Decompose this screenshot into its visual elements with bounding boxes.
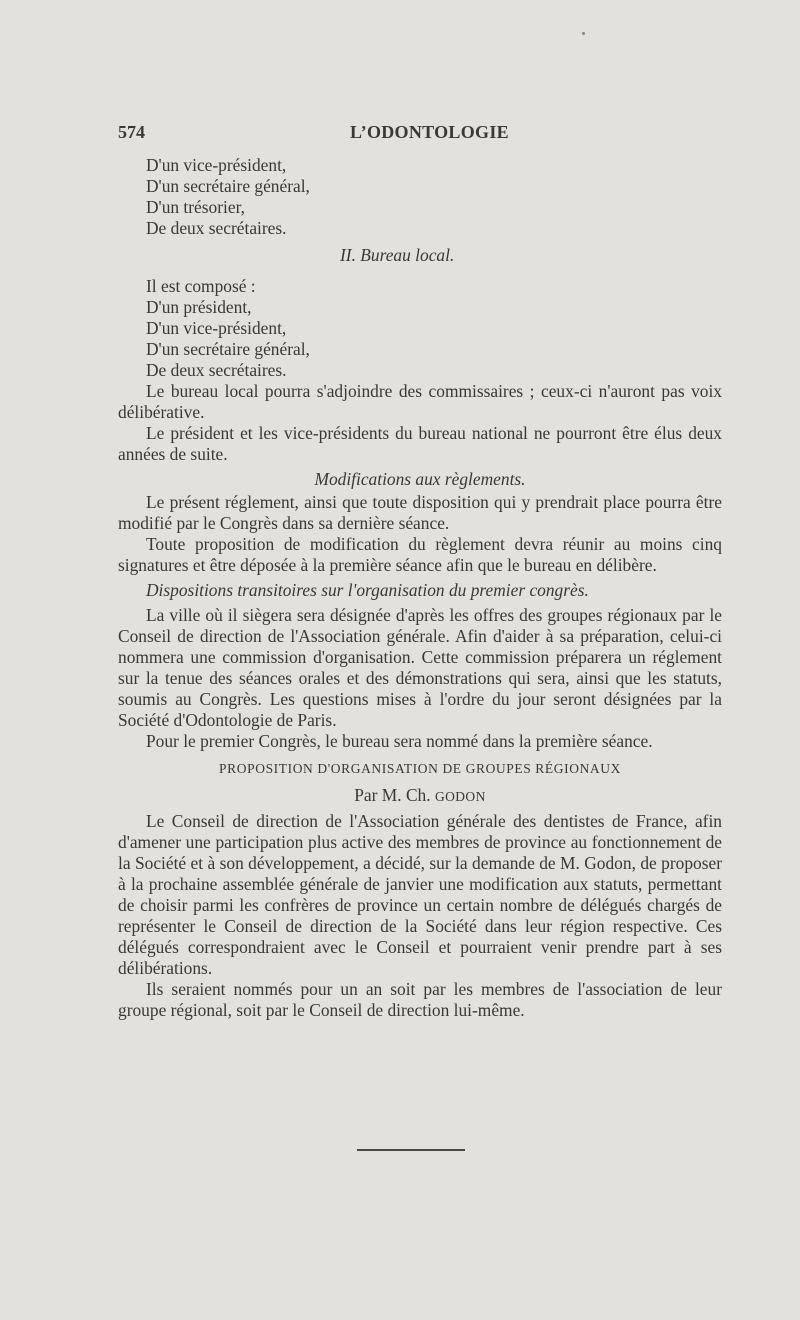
national-bureau-line: D'un trésorier, <box>146 197 246 217</box>
local-bureau-heading: II. Bureau local. <box>340 245 455 265</box>
proposition-author <box>118 785 722 807</box>
transitional-paragraph: La ville où il siègera sera désignée d'après les offres des groupes régionaux par le Conseil de direction de l'Association générale. Afin d'aider à sa préparation, celui-ci nommera une commission d'organisation. Cette commission préparera un réglement sur la tenue des séances orales et des démonstrations qui sera, ainsi que les statuts, soumis au Congrès. Les questions mises à l'ordre du jour seront désignées par la Société d'Odontologie de Paris. <box>118 605 722 730</box>
local-bureau-paragraph: Le bureau local pourra s'adjoindre des commissaires ; ceux-ci n'auront pas voix délibérative. <box>118 381 722 422</box>
paper-speck <box>582 32 585 35</box>
national-bureau-line: D'un vice-président, <box>146 155 287 175</box>
modifications-heading: Modifications aux règlements. <box>314 469 526 489</box>
national-bureau-line: D'un secrétaire général, <box>146 176 310 196</box>
author-name: GODON <box>434 789 486 804</box>
modifications-paragraph: Le présent réglement, ainsi que toute disposition qui y prendrait place pourra être modifié par le Congrès dans sa dernière séance. <box>118 492 722 533</box>
local-bureau-line: De deux secrétaires. <box>146 360 287 380</box>
proposition-title: PROPOSITION D'ORGANISATION DE GROUPES RÉGIONAUX <box>219 761 621 776</box>
page-number: 574 <box>118 122 145 142</box>
page-body <box>118 155 722 1021</box>
local-bureau-line: D'un secrétaire général, <box>146 339 310 359</box>
proposition-paragraph: Ils seraient nommés pour un an soit par les membres de l'association de leur groupe régional, soit par le Conseil de direction lui-même. <box>118 979 722 1020</box>
modifications-paragraph: Toute proposition de modification du règlement devra réunir au moins cinq signatures et être déposée à la première séance afin que le bureau en délibère. <box>118 534 722 575</box>
end-rule <box>357 1149 465 1151</box>
author-prefix: Par M. Ch. <box>354 785 431 805</box>
local-bureau-line: D'un président, <box>146 297 252 317</box>
local-bureau-line: D'un vice-président, <box>146 318 287 338</box>
transitional-paragraph: Pour le premier Congrès, le bureau sera nommé dans la première séance. <box>146 731 653 751</box>
running-title: L’ODONTOLOGIE <box>350 122 509 142</box>
proposition-paragraph: Le Conseil de direction de l'Association générale des dentistes de France, afin d'amener une participation plus active des membres de province au fonctionnement de la Société et à son développement, a décidé, sur la demande de M. Godon, de proposer à la prochaine assemblée générale de janvier une modification aux statuts, permettant de choisir parmi les confrères de province un certain nombre de délégués chargés de représenter le Conseil de direction de la Société dans leur région respective. Ces délégués correspondraient avec le Conseil et pourraient venir prendre part à ses délibérations. <box>118 811 722 978</box>
transitional-heading: Dispositions transitoires sur l'organisation du premier congrès. <box>146 580 589 600</box>
local-bureau-intro: Il est composé : <box>146 276 256 296</box>
local-bureau-paragraph: Le président et les vice-présidents du bureau national ne pourront être élus deux années de suite. <box>118 423 722 464</box>
page-header <box>118 118 708 144</box>
national-bureau-line: De deux secrétaires. <box>146 218 287 238</box>
